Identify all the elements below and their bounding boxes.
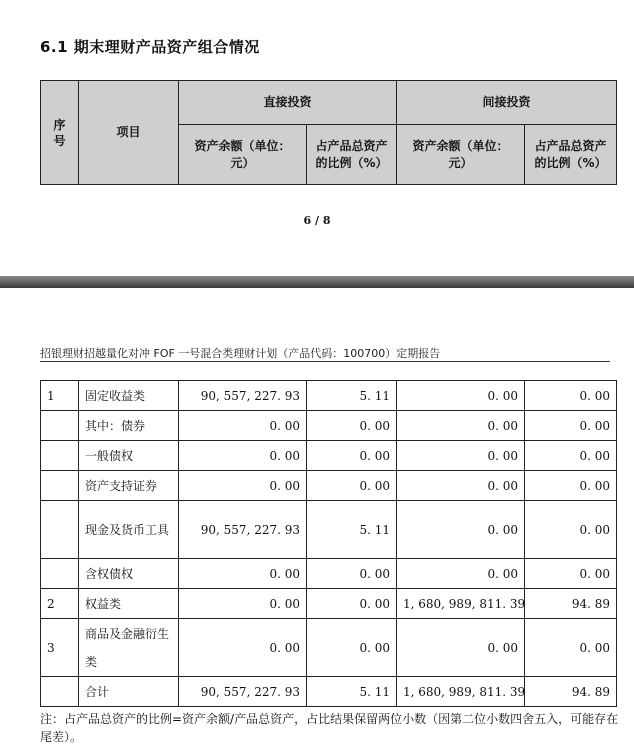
row-direct-amount: 0. 00 xyxy=(179,441,307,471)
row-direct-ratio: 0. 00 xyxy=(307,589,397,619)
table-row xyxy=(41,677,617,707)
header-direct-ratio: 占产品总资产的比例（%） xyxy=(307,125,397,185)
row-direct-amount: 0. 00 xyxy=(179,589,307,619)
row-seq: 3 xyxy=(41,619,79,677)
header-direct-amount: 资产余额（单位：元） xyxy=(179,125,307,185)
table-row xyxy=(41,589,617,619)
table-row xyxy=(41,559,617,589)
page-separator xyxy=(0,276,634,288)
row-indirect-amount: 1, 680, 989, 811. 39 xyxy=(397,677,525,707)
row-item: 其中：债券 xyxy=(79,411,179,441)
row-direct-amount: 0. 00 xyxy=(179,559,307,589)
row-indirect-ratio: 0. 00 xyxy=(525,441,617,471)
table-row xyxy=(41,471,617,501)
row-item: 含权债权 xyxy=(79,559,179,589)
running-header: 招银理财招越量化对冲 FOF 一号混合类理财计划（产品代码：100700）定期报告 xyxy=(40,347,441,360)
row-indirect-amount: 1, 680, 989, 811. 39 xyxy=(397,589,525,619)
row-indirect-amount: 0. 00 xyxy=(397,559,525,589)
table-row xyxy=(41,411,617,441)
row-direct-ratio: 0. 00 xyxy=(307,619,397,677)
row-direct-amount: 90, 557, 227. 93 xyxy=(179,677,307,707)
row-direct-amount: 0. 00 xyxy=(179,411,307,441)
row-seq xyxy=(41,559,79,589)
row-indirect-ratio: 94. 89 xyxy=(525,589,617,619)
row-item: 固定收益类 xyxy=(79,381,179,411)
row-item: 资产支持证券 xyxy=(79,471,179,501)
table-row xyxy=(41,381,617,411)
row-indirect-ratio: 0. 00 xyxy=(525,619,617,677)
row-indirect-amount: 0. 00 xyxy=(397,441,525,471)
row-direct-ratio: 0. 00 xyxy=(307,559,397,589)
row-indirect-ratio: 94. 89 xyxy=(525,677,617,707)
row-seq: 2 xyxy=(41,589,79,619)
row-seq xyxy=(41,677,79,707)
table-row xyxy=(41,501,617,559)
row-indirect-ratio: 0. 00 xyxy=(525,411,617,441)
row-direct-amount: 0. 00 xyxy=(179,471,307,501)
row-direct-ratio: 0. 00 xyxy=(307,411,397,441)
row-item: 一般债权 xyxy=(79,441,179,471)
row-seq: 1 xyxy=(41,381,79,411)
header-indirect-ratio: 占产品总资产的比例（%） xyxy=(525,125,617,185)
row-seq xyxy=(41,411,79,441)
row-direct-ratio: 5. 11 xyxy=(307,381,397,411)
header-item: 项目 xyxy=(79,81,179,185)
header-direct: 直接投资 xyxy=(179,81,397,125)
section-title: 6.1 期末理财产品资产组合情况 xyxy=(40,38,260,56)
row-direct-ratio: 5. 11 xyxy=(307,677,397,707)
row-seq xyxy=(41,471,79,501)
row-indirect-ratio: 0. 00 xyxy=(525,501,617,559)
row-indirect-amount: 0. 00 xyxy=(397,471,525,501)
table-row xyxy=(41,441,617,471)
row-direct-amount: 90, 557, 227. 93 xyxy=(179,501,307,559)
row-direct-amount: 0. 00 xyxy=(179,619,307,677)
row-item: 合计 xyxy=(79,677,179,707)
row-seq xyxy=(41,501,79,559)
table-row xyxy=(41,619,617,677)
header-indirect-amount: 资产余额（单位：元） xyxy=(397,125,525,185)
asset-table-body xyxy=(40,380,617,707)
row-seq xyxy=(41,441,79,471)
footnote: 注：占产品总资产的比例=资产余额/产品总资产，占比结果保留两位小数（因第二位小数四舍五入，可能存在尾差）。 xyxy=(40,712,619,744)
running-header-rule xyxy=(40,361,610,362)
row-indirect-amount: 0. 00 xyxy=(397,619,525,677)
row-indirect-amount: 0. 00 xyxy=(397,501,525,559)
header-seq: 序号 xyxy=(41,81,79,185)
row-indirect-ratio: 0. 00 xyxy=(525,471,617,501)
row-item: 商品及金融衍生类 xyxy=(79,619,179,677)
row-direct-ratio: 0. 00 xyxy=(307,441,397,471)
row-item: 现金及货币工具 xyxy=(79,501,179,559)
row-direct-amount: 90, 557, 227. 93 xyxy=(179,381,307,411)
asset-table-header xyxy=(40,80,617,185)
row-indirect-ratio: 0. 00 xyxy=(525,559,617,589)
row-direct-ratio: 0. 00 xyxy=(307,471,397,501)
header-indirect: 间接投资 xyxy=(397,81,617,125)
row-indirect-amount: 0. 00 xyxy=(397,411,525,441)
row-indirect-amount: 0. 00 xyxy=(397,381,525,411)
page-number: 6 / 8 xyxy=(303,214,331,227)
row-item: 权益类 xyxy=(79,589,179,619)
row-indirect-ratio: 0. 00 xyxy=(525,381,617,411)
row-direct-ratio: 5. 11 xyxy=(307,501,397,559)
